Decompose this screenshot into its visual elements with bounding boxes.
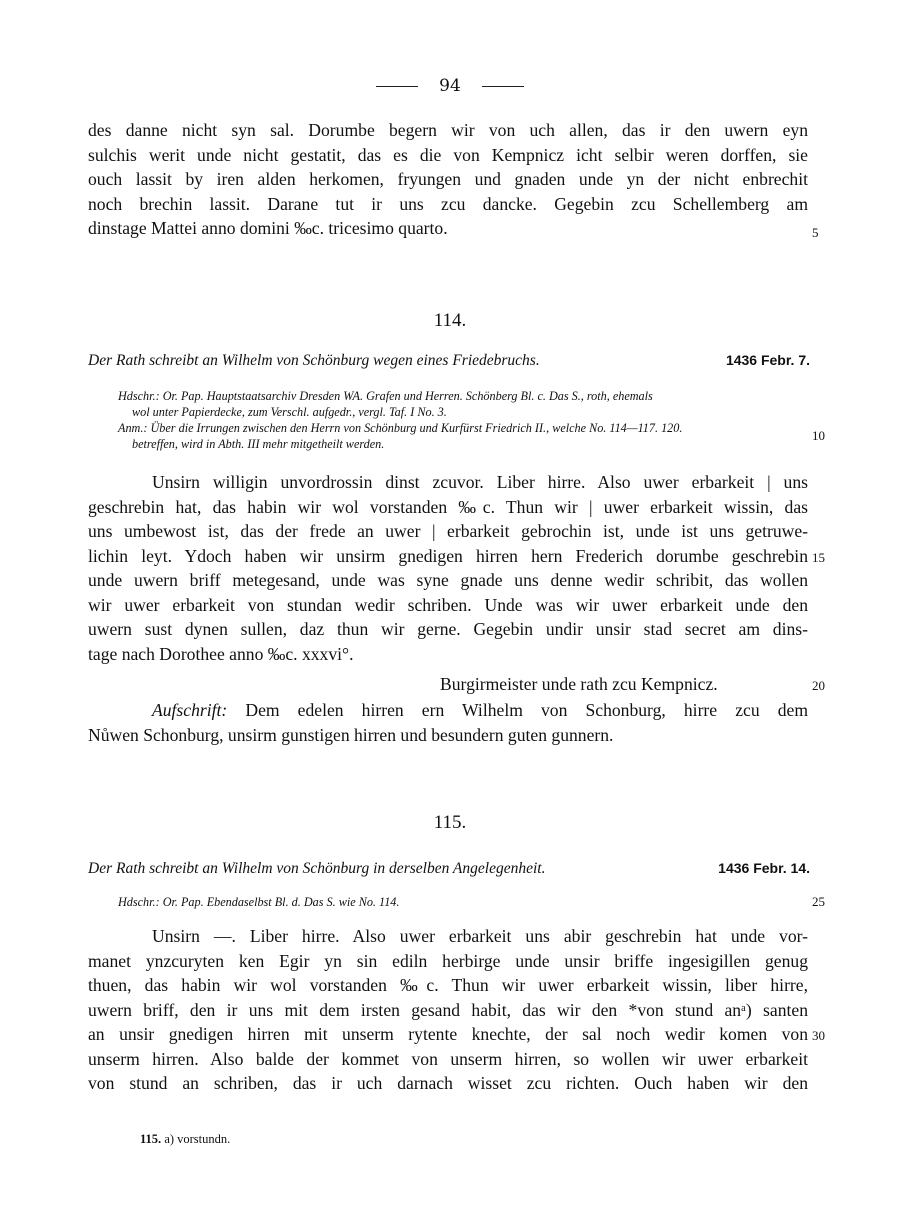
text-line: noch brechin lassit. Darane tut ir uns zcu dancke. Gegebin zcu Schellemberg am xyxy=(88,193,808,214)
address-line xyxy=(88,698,808,723)
source-text: Or. Pap. Ebendaselbst Bl. d. Das S. wie No. 114. xyxy=(162,895,400,909)
doc-115-number: 115. xyxy=(433,812,467,833)
remark-line: betreffen, wird in Abth. III mehr mitgetheilt werden. xyxy=(132,437,385,451)
intro-paragraph xyxy=(88,118,808,241)
source-line xyxy=(118,388,810,404)
line-number: 15 xyxy=(812,550,825,565)
intro-text xyxy=(88,118,808,241)
footnote-number: 115. xyxy=(140,1132,162,1146)
text-line: thuen, das habin wir wol vorstanden ‰c. Thun wir uwer erbarkeit wissin, liber hirre, xyxy=(88,975,808,995)
text-line: manet ynzcuryten ken Egir yn sin ediln herbirge unde unsir briffe ingesigillen genug xyxy=(88,950,808,971)
line-number: 20 xyxy=(812,678,825,693)
line-number: 30 xyxy=(812,1028,825,1043)
doc-115-date: 1436 Febr. 14. xyxy=(718,860,810,876)
line-number: 5 xyxy=(812,225,819,240)
footnote-text: a) vorstundn. xyxy=(164,1132,231,1146)
text-line: dinstage Mattei anno domini ‰c. tricesimo quarto. xyxy=(88,218,448,238)
doc-115-body xyxy=(88,924,808,1096)
remark-text: Über die Irrungen zwischen den Herrn von Schönburg und Kurfürst Friedrich II., welche No. 114—117. 120. xyxy=(150,421,683,435)
page-header xyxy=(0,76,900,96)
doc-114-title: Der Rath schreibt an Wilhelm von Schönburg wegen eines Friedebruchs. xyxy=(88,352,540,369)
text-line: an unsir gnedigen hirren mit unserm rytente knechte, der sal noch wedir komen von xyxy=(88,1024,808,1044)
text-line: von stund an schriben, das ir uch darnach wisset zcu richten. Ouch haben wir den xyxy=(88,1073,808,1093)
source-line: wol unter Papierdecke, zum Verschl. aufgedr., vergl. Taf. I No. 3. xyxy=(132,405,447,419)
text-line: uns umbewost ist, das der frede an uwer | erbarkeit gebrochin ist, unde ist uns getruwe- xyxy=(88,521,808,541)
footnote xyxy=(140,1132,230,1147)
doc-115-heading xyxy=(88,860,810,878)
text-line: lichin leyt. Ydoch haben wir unsirm gnedigen hirren hern Frederich dorumbe geschrebin xyxy=(88,545,808,566)
header-dash-left xyxy=(376,86,418,87)
address-label: Aufschrift: xyxy=(152,700,228,720)
text-line: tage nach Dorothee anno ‰c. xxxvi°. xyxy=(88,643,354,664)
source-label: Hdschr.: xyxy=(118,389,160,403)
doc-114-source-note xyxy=(118,388,810,452)
text-line: uwern briff, den ir uns mit dem irsten gesand habit, das wir den *von stund anᵃ) santen xyxy=(88,999,808,1020)
header-dash-right xyxy=(482,86,524,87)
text-line: ouch lassit by iren alden herkomen, fryungen und gnaden unde yn der nicht enbrechit xyxy=(88,169,808,189)
doc-114-text xyxy=(88,470,808,666)
doc-115-source-note xyxy=(118,894,810,910)
address-line: Nůwen Schonburg, unsirm gunstigen hirren und besundern guten gunnern. xyxy=(88,724,614,745)
doc-114-body xyxy=(88,470,808,666)
text-line: wir uwer erbarkeit von stundan wedir schriben. Unde was wir uwer erbarkeit unde den xyxy=(88,594,808,615)
text-line: sulchis werit unde nicht gestatit, das es die von Kempnicz icht selbir weren dorffen, sie xyxy=(88,144,808,165)
text-line: geschrebin hat, das habin wir wol vorstanden ‰c. Thun wir | uwer erbarkeit wissin, das xyxy=(88,496,808,517)
text-line: unserm hirren. Also balde der kommet von unserm hirren, so wollen wir uwer erbarkeit xyxy=(88,1048,808,1069)
source-label: Hdschr.: xyxy=(118,895,160,909)
doc-114-address xyxy=(88,698,808,747)
source-text: Or. Pap. Hauptstaatsarchiv Dresden WA. Grafen und Herren. Schönberg Bl. c. Das S., roth, ehemals xyxy=(162,389,653,403)
line-number: 25 xyxy=(812,894,825,909)
remark-label: Anm.: xyxy=(118,421,148,435)
remark-line xyxy=(118,420,810,436)
text-line: Unsirn —. Liber hirre. Also uwer erbarkeit uns abir geschrebin hat unde vor- xyxy=(152,926,808,946)
doc-114-number: 114. xyxy=(433,310,467,331)
text-line: des danne nicht syn sal. Dorumbe begern wir von uch allen, das ir den uwern eyn xyxy=(88,120,808,140)
doc-114-signature: Burgirmeister unde rath zcu Kempnicz. xyxy=(440,674,718,694)
doc-115-text xyxy=(88,924,808,1096)
page-number: 94 xyxy=(439,76,461,96)
address-text xyxy=(88,698,808,747)
text-line: unde uwern briff metegesand, unde was syne gnade uns denne wedir schribit, das wollen xyxy=(88,570,808,590)
text-line: uwern sust dynen sullen, daz thun wir gerne. Gegebin undir unsir stad secret am dins- xyxy=(88,619,808,639)
doc-115-title: Der Rath schreibt an Wilhelm von Schönburg in derselben Angelegenheit. xyxy=(88,860,546,877)
doc-114-heading xyxy=(88,352,810,370)
address-text-1: Dem edelen hirren ern Wilhelm von Schonburg, hirre zcu dem xyxy=(245,700,809,720)
line-number: 10 xyxy=(812,428,825,443)
doc-114-date: 1436 Febr. 7. xyxy=(725,352,810,368)
text-line: Unsirn willigin unvordrossin dinst zcuvor. Liber hirre. Also uwer erbarkeit | uns xyxy=(152,472,808,492)
